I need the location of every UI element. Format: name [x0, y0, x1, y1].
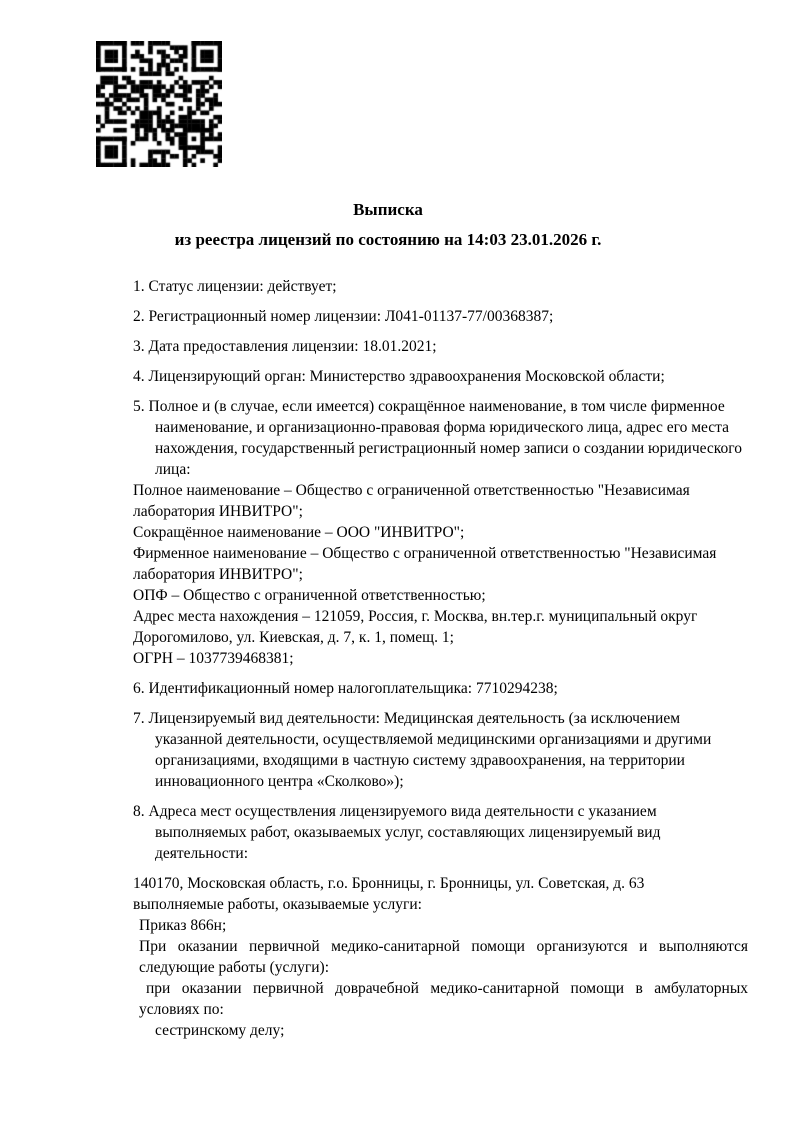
license-date-item: 3. Дата предоставления лицензии: 18.01.2021;	[133, 338, 437, 355]
title-block	[0, 199, 776, 251]
qr-code	[96, 41, 222, 167]
org-legal-form: ОПФ – Общество с ограниченной ответственностью;	[133, 587, 486, 604]
org-brand-name: Фирменное наименование – Общество с ограниченной ответственностью "Независимая лаборатория ИНВИТРО";	[133, 545, 717, 583]
org-short-name: Сокращённое наименование – ООО "ИНВИТРО";	[133, 524, 465, 541]
activity-addresses-item: 8. Адреса мест осуществления лицензируемого вида деятельности с указанием выполняемых работ, оказываемых услуг, составляющих лицензируемый вид деятельности:	[133, 803, 661, 862]
org-ogrn: ОГРН – 1037739468381;	[133, 650, 294, 667]
org-names-heading-item: 5. Полное и (в случае, если имеется) сокращённое наименование, в том числе фирменное наименование, и организационно-правовая форма юридического лица, адрес его места нахождения, государственный регистрационный номер записи о создании юридического лица:	[133, 398, 743, 478]
org-address: Адрес места нахождения – 121059, Россия, г. Москва, вн.тер.г. муниципальный округ Дорогомилово, ул. Киевская, д. 7, к. 1, помещ. 1;	[133, 608, 698, 646]
licensing-authority-item: 4. Лицензирующий орган: Министерство здравоохранения Московской области;	[133, 368, 665, 385]
works-services-label: выполняемые работы, оказываемые услуги:	[133, 896, 422, 913]
nursing-care-item: сестринскому делу;	[155, 1022, 285, 1039]
organization-details	[133, 480, 748, 669]
pre-medical-care-paragraph: при оказании первичной доврачебной медико-санитарной помощи в амбулаторных условиях по:	[139, 980, 748, 1018]
document-subtitle: из реестра лицензий по состоянию на 14:03 23.01.2026 г.	[174, 230, 602, 249]
licensed-activity-item: 7. Лицензируемый вид деятельности: Медицинская деятельность (за исключением указанной деятельности, осуществляемой медицинскими организациями и другими организациями, входящими в частную систему здравоохранения, на территории инновационного центра «Сколково»);	[133, 710, 712, 790]
document-body	[0, 276, 790, 1041]
license-number-item: 2. Регистрационный номер лицензии: Л041-01137-77/00368387;	[133, 308, 554, 325]
license-status-item: 1. Статус лицензии: действует;	[133, 278, 337, 295]
order-866n: Приказ 866н;	[139, 917, 227, 934]
taxpayer-id-item: 6. Идентификационный номер налогоплательщика: 7710294238;	[133, 680, 558, 697]
activity-address-block	[133, 873, 748, 1041]
org-full-name: Полное наименование – Общество с ограниченной ответственностью "Независимая лаборатория ИНВИТРО";	[133, 482, 690, 520]
activity-address: 140170, Московская область, г.о. Бронницы, г. Бронницы, ул. Советская, д. 63	[133, 875, 645, 892]
document-title: Выписка	[353, 200, 423, 219]
primary-care-paragraph: При оказании первичной медико-санитарной помощи организуются и выполняются следующие работы (услуги):	[139, 938, 748, 976]
